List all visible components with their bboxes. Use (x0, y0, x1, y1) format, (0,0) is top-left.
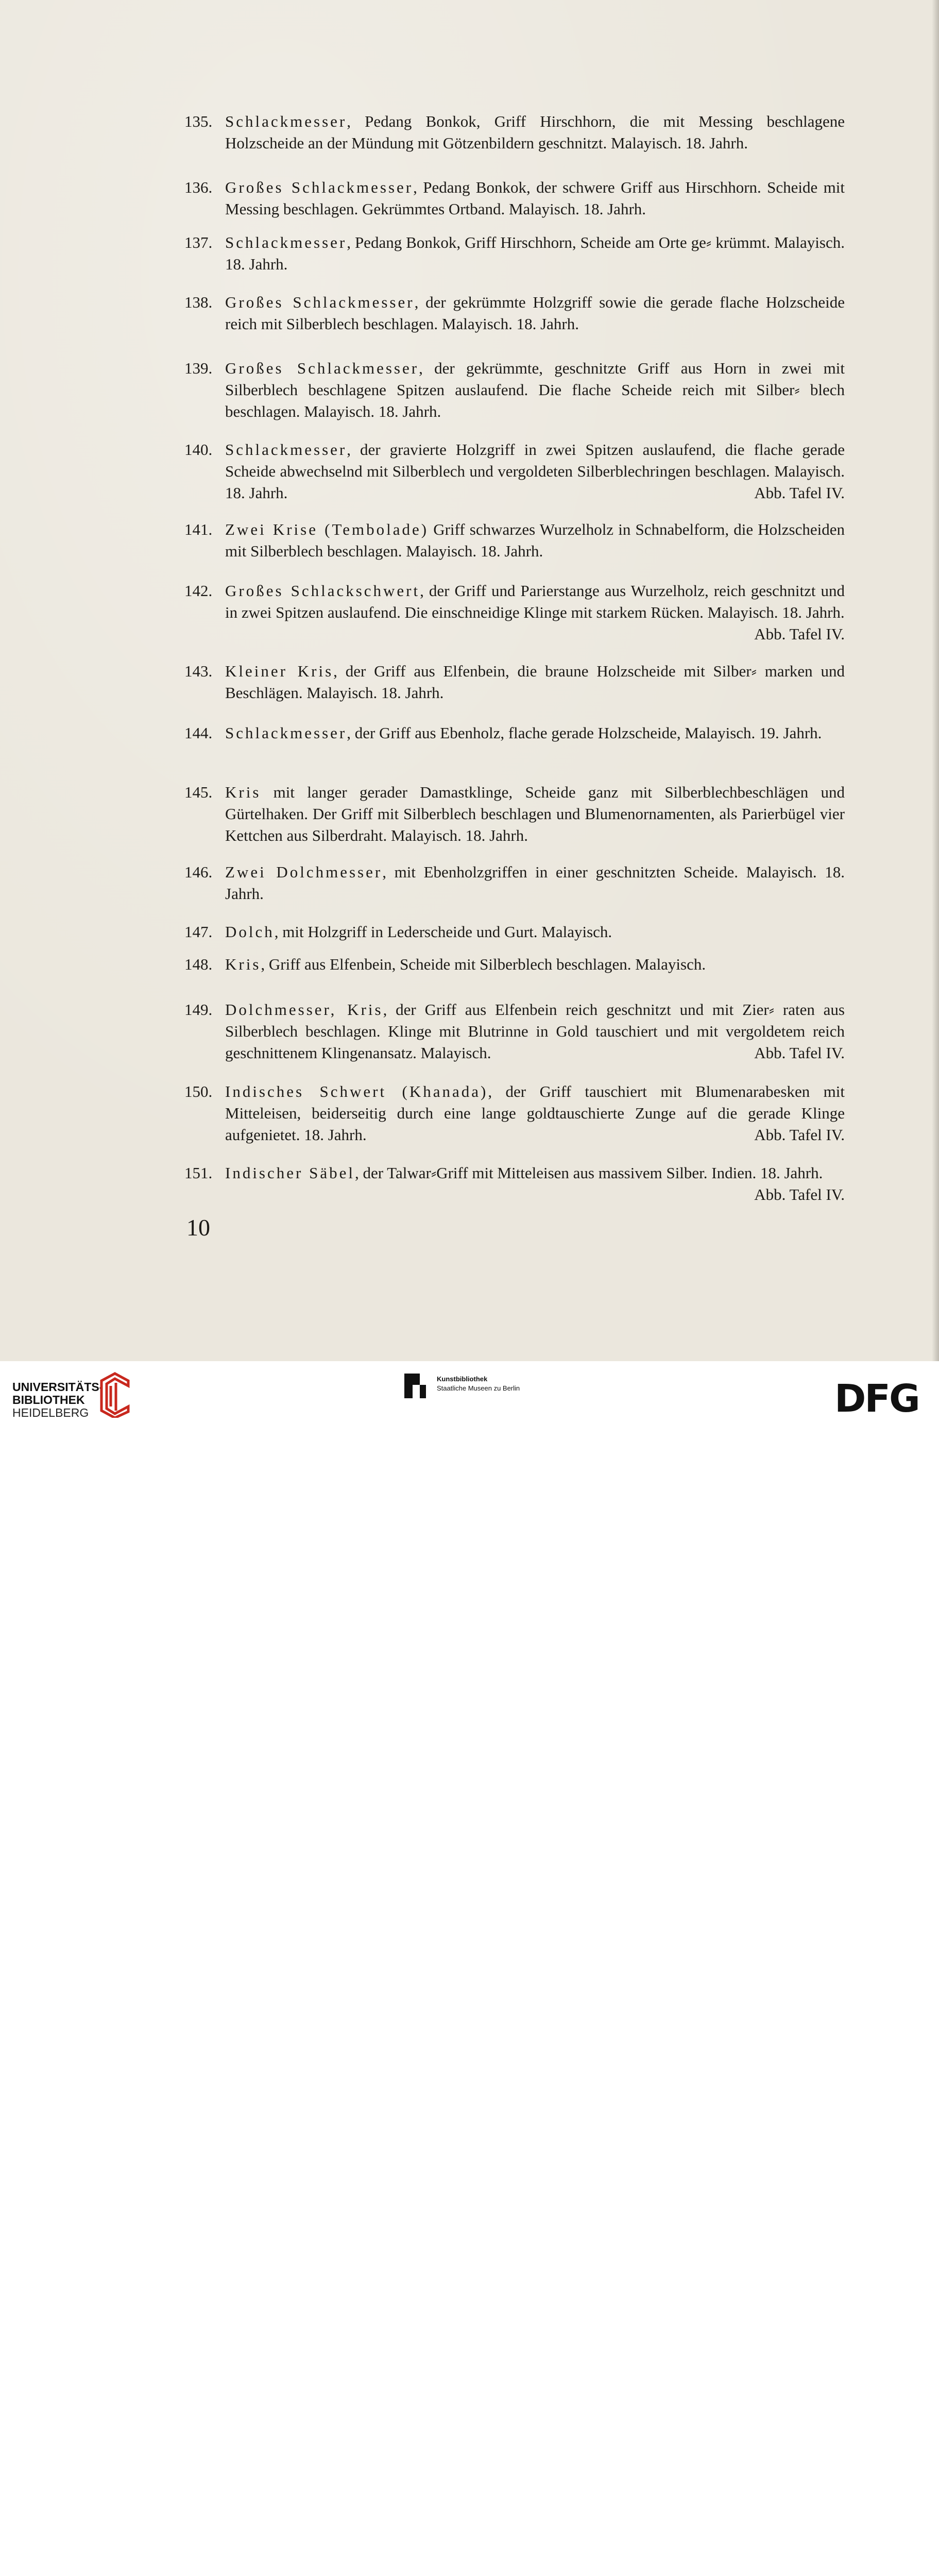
entry-title: Großes Schlackschwert (225, 582, 420, 600)
entry-title: Schlackmesser (225, 440, 347, 459)
entry-title: Kris (225, 955, 261, 973)
entry-number: 151. (184, 1164, 213, 1182)
kb-title: Kunstbibliothek (437, 1375, 488, 1383)
entry-text (225, 292, 845, 335)
entry-description: mit langer gerader Damastklinge, Scheide ganz mit Silberblechbeschlägen und Gürtelhaken. Der Griff mit Silberblech beschlagen und Blumenornamenten, als Parierbügel vier Kettchen aus Silberdraht. Malayisch. 18. Jahrh. (225, 783, 845, 844)
entry-number: 144. (184, 724, 213, 742)
plate-reference: Abb. Tafel IV. (754, 625, 845, 643)
entry-number: 146. (184, 863, 213, 881)
entry-description: , der Griff tauschiert mit Blumenarabesken mit Mitteleisen, beiderseitig durch eine lange goldtauschierte Zunge auf die gerade Klinge aufgenietet. 18. Jahrh. (225, 1082, 845, 1144)
entry-number: 135. (184, 112, 213, 130)
entry-text (225, 782, 845, 846)
entry-text (225, 111, 845, 154)
entry-text (225, 358, 845, 422)
entry-text (225, 1162, 845, 1206)
library-line-1: UNIVERSITÄTS- (12, 1380, 104, 1394)
page-fold-shadow (932, 0, 939, 1361)
entry-number: 148. (184, 955, 213, 973)
plate-reference: Abb. Tafel IV. (754, 484, 845, 502)
entry-number: 141. (184, 520, 213, 538)
entry-title: Schlackmesser (225, 112, 347, 130)
entry-description: , Pedang Bonkok, Griff Hirschhorn, die mit Messing beschlagene Holzscheide an der Mündung mit Götzenbildern geschnitzt. Malayisch. 18. Jahrh. (225, 112, 845, 152)
ub-heidelberg-logo-icon[interactable] (94, 1370, 131, 1418)
entry-text (225, 232, 845, 275)
entry-text (225, 1081, 845, 1146)
entry-description: , der Griff aus Elfenbein reich geschnitzt und mit Zier⸗ raten aus Silberblech beschlagen. Klinge mit Blutrinne in Gold tauschiert und mit vergoldetem reich geschnittenem Klingenansatz. Malayisch. (225, 1001, 845, 1062)
entry-description: , mit Ebenholzgriffen in einer geschnitzten Scheide. Malayisch. 18. Jahrh. (225, 863, 845, 903)
viewer-footer (0, 1361, 939, 1430)
entry-title: Zwei Krise (Tembolade) (225, 520, 429, 538)
page-number: 10 (186, 1214, 210, 1241)
entry-number: 136. (184, 178, 213, 196)
entry-description: , mit Holzgriff in Lederscheide und Gurt. Malayisch. (274, 923, 612, 941)
entry-number: 150. (184, 1082, 213, 1100)
entry-description: , der Griff und Parierstange aus Wurzelholz, reich geschnitzt und in zwei Spitzen auslaufend. Die einschneidige Klinge mit starkem Rücken. Malayisch. 18. Jahrh. (225, 582, 845, 621)
entry-description: , Pedang Bonkok, der schwere Griff aus Hirschhorn. Scheide mit Messing beschlagen. Gekrümmtes Ortband. Malayisch. 18. Jahrh. (225, 178, 845, 218)
plate-reference: Abb. Tafel IV. (754, 1044, 845, 1062)
entry-title: Dolchmesser, Kris (225, 1001, 383, 1019)
kb-subtitle: Staatliche Museen zu Berlin (437, 1384, 520, 1392)
entry-title: Indisches Schwert (Khanada) (225, 1082, 488, 1100)
entry-text (225, 722, 845, 744)
entry-description: , der Griff aus Ebenholz, flache gerade Holzscheide, Malayisch. 19. Jahrh. (347, 724, 822, 742)
entry-text (225, 660, 845, 704)
entry-title: Schlackmesser (225, 724, 347, 742)
entry-text (225, 439, 845, 504)
entry-description: , der Talwar⸗Griff mit Mitteleisen aus massivem Silber. Indien. 18. Jahrh. (354, 1164, 823, 1182)
library-name[interactable] (12, 1381, 103, 1419)
entry-description: , der gekrümmte, geschnitzte Griff aus Horn in zwei mit Silberblech beschlagene Spitzen auslaufend. Die flache Scheide reich mit Silber⸗ blech beschlagen. Malayisch. 18. Jahrh. (225, 359, 845, 420)
entry-number: 142. (184, 582, 213, 600)
entry-title: Kleiner Kris (225, 662, 334, 680)
entry-text (225, 999, 845, 1064)
entry-number: 139. (184, 359, 213, 377)
entry-text (225, 177, 845, 220)
entry-number: 147. (184, 923, 213, 941)
entry-text (225, 580, 845, 645)
entry-number: 140. (184, 440, 213, 459)
entry-description: , Griff aus Elfenbein, Scheide mit Silberblech beschlagen. Malayisch. (261, 955, 706, 973)
entry-text (225, 519, 845, 562)
entry-number: 138. (184, 293, 213, 311)
entry-title: Dolch (225, 923, 275, 941)
entry-title: Großes Schlackmesser (225, 293, 415, 311)
entry-text (225, 921, 845, 943)
entry-description: Griff schwarzes Wurzelholz in Schnabelform, die Holzscheiden mit Silberblech beschlagen. Malayisch. 18. Jahrh. (225, 520, 845, 560)
entry-title: Indischer Säbel (225, 1164, 355, 1182)
entry-title: Zwei Dolchmesser (225, 863, 383, 881)
plate-reference: Abb. Tafel IV. (754, 1126, 845, 1144)
entry-description: , der Griff aus Elfenbein, die braune Holzscheide mit Silber⸗ marken und Beschlägen. Malayisch. 18. Jahrh. (225, 662, 845, 702)
entry-number: 137. (184, 233, 213, 251)
dfg-logo[interactable]: DFG (834, 1377, 919, 1421)
entry-title: Großes Schlackmesser (225, 178, 414, 196)
entry-number: 149. (184, 1001, 213, 1019)
library-line-3: HEIDELBERG (12, 1406, 89, 1419)
entry-number: 143. (184, 662, 213, 680)
plate-reference: Abb. Tafel IV. (754, 1185, 845, 1204)
entry-description: , Pedang Bonkok, Griff Hirschhorn, Scheide am Orte ge⸗ krümmt. Malayisch. 18. Jahrh. (225, 233, 845, 273)
entry-description: , der gravierte Holzgriff in zwei Spitzen auslaufend, die flache gerade Scheide abwechselnd mit Silberblech und vergoldeten Silberblechringen beschlagen. Malayisch. 18. Jahrh. (225, 440, 845, 502)
entry-title: Großes Schlackmesser (225, 359, 419, 377)
library-line-2: BIBLIOTHEK (12, 1393, 85, 1406)
entry-description: , der gekrümmte Holzgriff sowie die gerade flache Holzscheide reich mit Silberblech beschlagen. Malayisch. 18. Jahrh. (225, 293, 845, 333)
kunstbibliothek-name (437, 1375, 520, 1393)
entry-title: Schlackmesser (225, 233, 347, 251)
entry-number: 145. (184, 783, 213, 801)
entry-text (225, 954, 845, 975)
kunstbibliothek-logo-icon[interactable] (399, 1371, 430, 1400)
entry-text (225, 861, 845, 905)
entry-title: Kris (225, 783, 261, 801)
